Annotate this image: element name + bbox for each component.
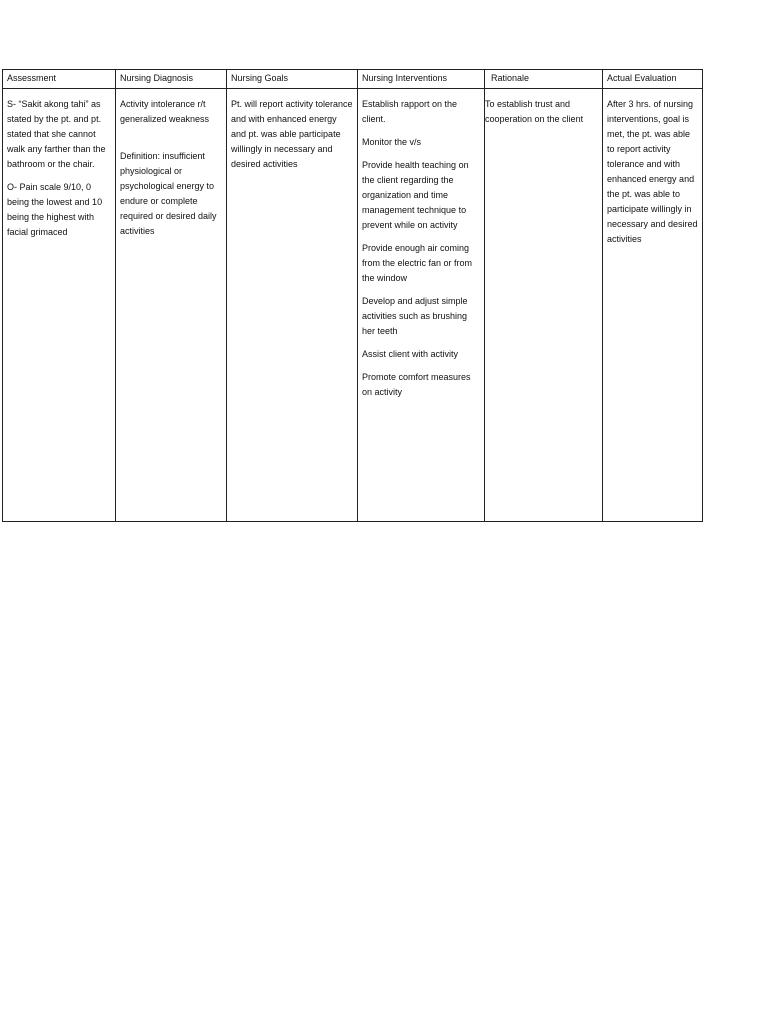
- nursing-care-plan-table: [2, 69, 703, 522]
- header-actual-evaluation: Actual Evaluation: [603, 70, 703, 89]
- interventions-cell: [358, 89, 485, 522]
- diagnosis-statement: Activity intolerance r/t generalized weakness: [120, 99, 210, 124]
- rationale-cell: [485, 89, 603, 522]
- header-nursing-goals: Nursing Goals: [227, 70, 358, 89]
- assessment-subjective: S- “Sakit akong tahi” as stated by the pt. and pt. stated that she cannot walk any farther than the bathroom or the chair.: [7, 99, 106, 169]
- assessment-objective: O- Pain scale 9/10, 0 being the lowest and 10 being the highest with facial grimaced: [7, 182, 103, 237]
- goals-cell: [227, 89, 358, 522]
- header-nursing-diagnosis: Nursing Diagnosis: [116, 70, 227, 89]
- diagnosis-definition: Definition: insufficient physiological or psychological energy to endure or complete required or desired daily activities: [120, 151, 217, 236]
- header-assessment: Assessment: [3, 70, 116, 89]
- goals-text: Pt. will report activity tolerance and with enhanced energy and pt. was able participate willingly in necessary and desired activities: [231, 99, 353, 169]
- diagnosis-cell: [116, 89, 227, 522]
- intervention-item: Promote comfort measures on activity: [362, 372, 471, 397]
- intervention-item: Monitor the v/s: [362, 137, 422, 147]
- evaluation-text: After 3 hrs. of nursing interventions, goal is met, the pt. was able to report activity tolerance and with enhanced energy and the pt. was able to participate willingly in necessary and desired activities: [607, 99, 698, 244]
- assessment-cell: [3, 89, 116, 522]
- header-rationale: Rationale: [485, 70, 603, 89]
- intervention-item: Develop and adjust simple activities such as brushing her teeth: [362, 296, 468, 336]
- header-nursing-interventions: Nursing Interventions: [358, 70, 485, 89]
- intervention-item: Provide enough air coming from the electric fan or from the window: [362, 243, 473, 283]
- evaluation-cell: [603, 89, 703, 522]
- intervention-item: Provide health teaching on the client regarding the organization and time management technique to prevent while on activity: [362, 160, 469, 230]
- intervention-item: Assist client with activity: [362, 349, 459, 359]
- table-row: [3, 89, 703, 522]
- intervention-item: Establish rapport on the client.: [362, 99, 458, 124]
- rationale-text: To establish trust and cooperation on the client: [485, 99, 584, 124]
- table-header-row: [3, 70, 703, 89]
